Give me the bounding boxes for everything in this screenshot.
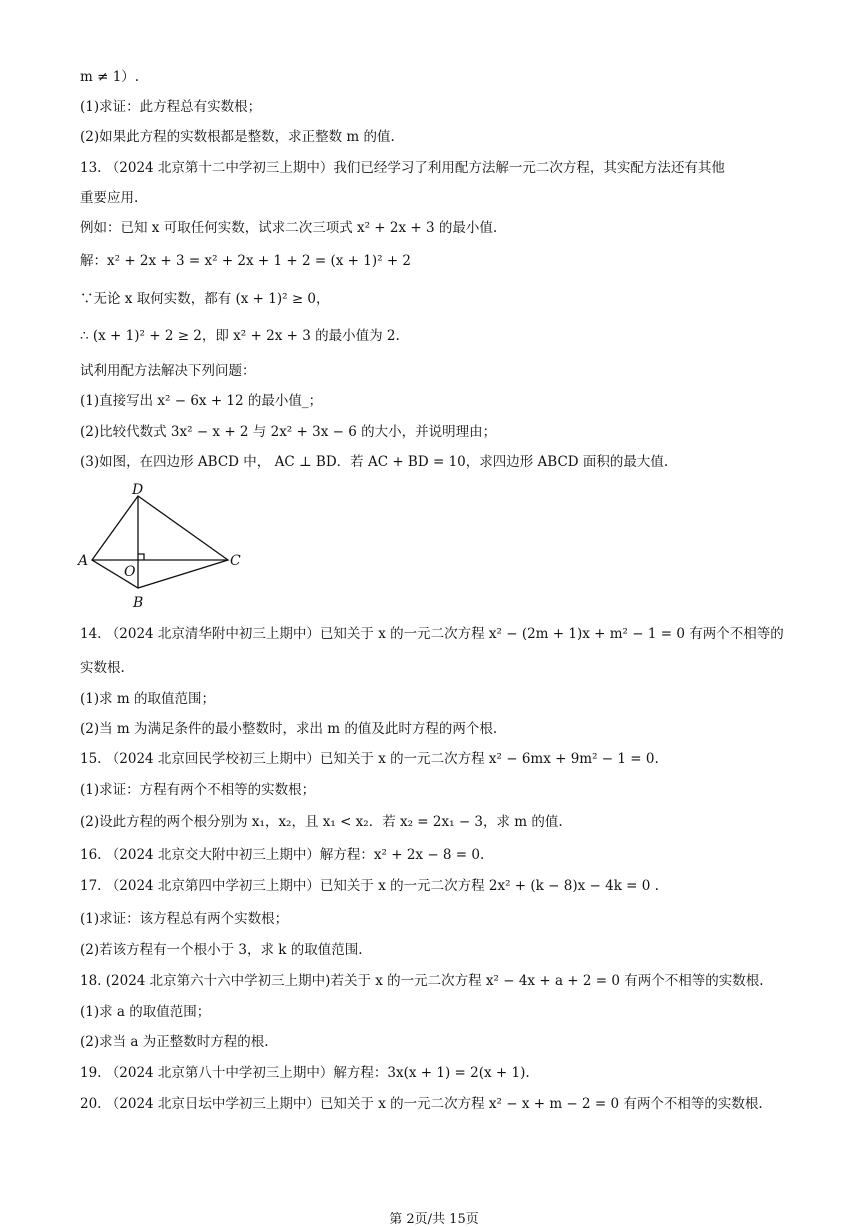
quadrilateral-figure xyxy=(74,478,254,613)
text-line: ∵无论 x 取何实数，都有 (x + 1)² ≥ 0， xyxy=(80,291,330,307)
text-line: m ≠ 1）. xyxy=(80,69,140,85)
text-line: (1)求 m 的取值范围； xyxy=(80,691,216,707)
text-line: (2)若该方程有一个根小于 3，求 k 的取值范围. xyxy=(80,942,363,958)
label-a: A xyxy=(78,553,89,569)
question-18-heading: 18. (2024 北京第六十六中学初三上期中)若关于 x 的一元二次方程 x² − 4x + a + 2 = 0 有两个不相等的实数根. xyxy=(80,973,764,989)
question-15-heading: 15. （2024 北京回民学校初三上期中）已知关于 x 的一元二次方程 x² − 6mx + 9m² − 1 = 0. xyxy=(80,751,659,767)
text-line: 实数根. xyxy=(80,660,125,676)
question-13-heading: 13. （2024 北京第十二中学初三上期中）我们已经学习了利用配方法解一元二次方程，其实配方法还有其他 xyxy=(80,160,725,176)
quadrilateral-outline xyxy=(92,496,228,588)
text-line: 例如：已知 x 可取任何实数，试求二次三项式 x² + 2x + 3 的最小值. xyxy=(80,220,498,236)
right-angle-mark xyxy=(138,554,144,560)
text-line: 试利用配方法解决下列问题： xyxy=(80,363,256,379)
text-line: (2)如果此方程的实数根都是整数，求正整数 m 的值. xyxy=(80,129,395,145)
label-b: B xyxy=(133,595,144,611)
text-line: (1)求证：该方程总有两个实数根； xyxy=(80,911,289,927)
text-line: (2)当 m 为满足条件的最小整数时，求出 m 的值及此时方程的两个根. xyxy=(80,721,498,737)
text-line: (2)求当 a 为正整数时方程的根. xyxy=(80,1034,269,1050)
text-line: (1)求 a 的取值范围； xyxy=(80,1004,211,1020)
question-17-heading: 17. （2024 北京第四中学初三上期中）已知关于 x 的一元二次方程 2x² + (k − 8)x − 4k = 0 . xyxy=(80,878,659,894)
question-19-heading: 19. （2024 北京第八十中学初三上期中）解方程：3x(x + 1) = 2(x + 1). xyxy=(80,1065,530,1081)
text-line: (1)求证：方程有两个不相等的实数根； xyxy=(80,782,316,798)
question-16-heading: 16. （2024 北京交大附中初三上期中）解方程：x² + 2x − 8 = 0. xyxy=(80,847,485,863)
text-line: 解：x² + 2x + 3 = x² + 2x + 1 + 2 = (x + 1)² + 2 xyxy=(80,253,412,269)
text-line: (2)设此方程的两个根分别为 x₁，x₂，且 x₁ < x₂．若 x₂ = 2x₁ − 3，求 m 的值. xyxy=(80,814,563,830)
question-14-heading: 14. （2024 北京清华附中初三上期中）已知关于 x 的一元二次方程 x² − (2m + 1)x + m² − 1 = 0 有两个不相等的 xyxy=(80,626,784,642)
label-o: O xyxy=(124,564,136,580)
text-line: ∴ (x + 1)² + 2 ≥ 2，即 x² + 2x + 3 的最小值为 2. xyxy=(80,328,400,344)
page-footer: 第 2页/共 15页 xyxy=(389,1212,479,1227)
text-line: (3)如图，在四边形 ABCD 中， AC ⊥ BD．若 AC + BD = 10，求四边形 ABCD 面积的最大值. xyxy=(80,454,669,470)
label-d: D xyxy=(132,482,144,498)
text-line: (1)求证：此方程总有实数根； xyxy=(80,99,262,115)
label-c: C xyxy=(230,553,241,569)
text-line: 重要应用. xyxy=(80,190,139,206)
question-20-heading: 20. （2024 北京日坛中学初三上期中）已知关于 x 的一元二次方程 x² − x + m − 2 = 0 有两个不相等的实数根. xyxy=(80,1096,763,1112)
text-line: (1)直接写出 x² − 6x + 12 的最小值_； xyxy=(80,393,323,409)
text-line: (2)比较代数式 3x² − x + 2 与 2x² + 3x − 6 的大小，并说明理由； xyxy=(80,424,497,440)
